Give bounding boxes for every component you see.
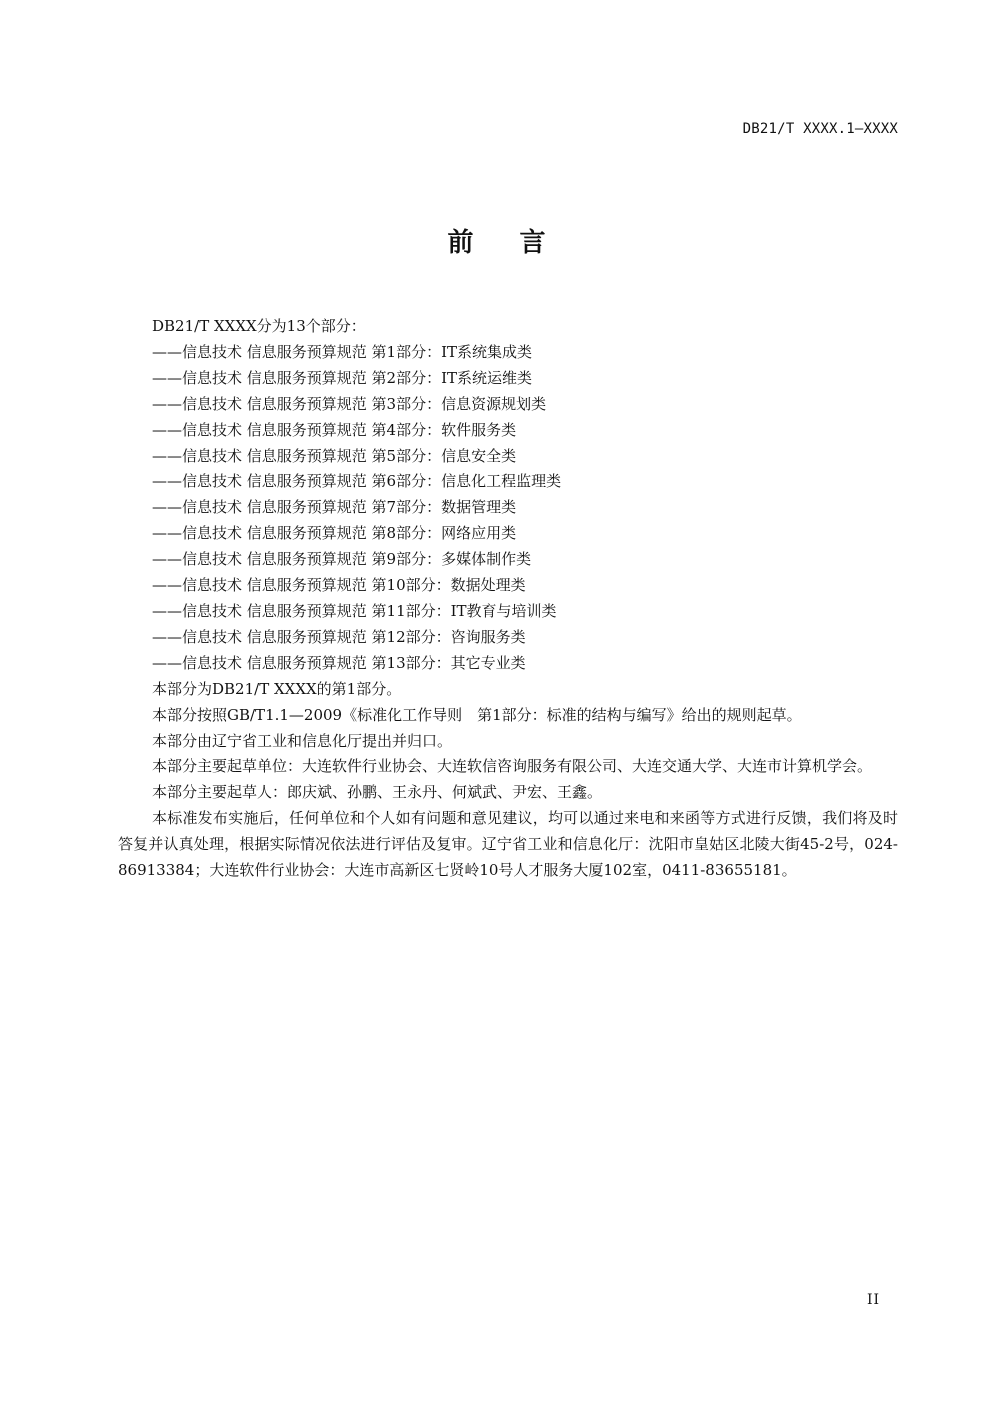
list-item: ——信息技术 信息服务预算规范 第9部分：多媒体制作类 [152,550,532,569]
list-item: ——信息技术 信息服务预算规范 第4部分：软件服务类 [152,420,517,439]
drafting-rules: 本部分按照GB/T1.1—2009《标准化工作导则 第1部分：标准的结构与编写》给出的规则起草。 [152,705,802,724]
list-item: ——信息技术 信息服务预算规范 第11部分：IT教育与培训类 [152,601,557,620]
list-item: ——信息技术 信息服务预算规范 第6部分：信息化工程监理类 [152,472,562,491]
list-item: ——信息技术 信息服务预算规范 第2部分：IT系统运维类 [152,368,533,387]
feedback-contact: 本标准发布实施后，任何单位和个人如有问题和意见建议，均可以通过来电和来函等方式进行反馈，我们将及时答复并认真处理，根据实际情况依法进行评估及复审。辽宁省工业和信息化厅：沈阳市皇姑区北陵大街45-2号，024-86913384；大连软件行业协会：大连市高新区七贤岭10号人才服务大厦102室，0411-83655181。 [118,809,898,880]
parts-list [118,340,898,677]
list-item: ——信息技术 信息服务预算规范 第1部分：IT系统集成类 [152,342,533,361]
list-item: ——信息技术 信息服务预算规范 第13部分：其它专业类 [152,653,526,672]
document-code: DB21/T XXXX.1—XXXX [742,121,898,137]
page-number: II [866,1292,880,1308]
intro-line: DB21/T XXXX分为13个部分： [152,317,366,335]
list-item: ——信息技术 信息服务预算规范 第7部分：数据管理类 [152,498,517,517]
part-statement: 本部分为DB21/T XXXX的第1部分。 [152,679,402,698]
drafting-units: 本部分主要起草单位：大连软件行业协会、大连软信咨询服务有限公司、大连交通大学、大连市计算机学会。 [152,757,873,776]
proposer: 本部分由辽宁省工业和信息化厅提出并归口。 [152,731,453,750]
list-item: ——信息技术 信息服务预算规范 第3部分：信息资源规划类 [152,394,547,413]
page-title: 前言 [447,228,592,258]
list-item: ——信息技术 信息服务预算规范 第5部分：信息安全类 [152,446,517,465]
list-item: ——信息技术 信息服务预算规范 第8部分：网络应用类 [152,524,517,543]
list-item: ——信息技术 信息服务预算规范 第10部分：数据处理类 [152,576,526,595]
foreword-body [118,314,898,884]
list-item: ——信息技术 信息服务预算规范 第12部分：咨询服务类 [152,627,526,646]
drafters: 本部分主要起草人：郎庆斌、孙鹏、王永丹、何斌武、尹宏、王鑫。 [152,783,603,802]
